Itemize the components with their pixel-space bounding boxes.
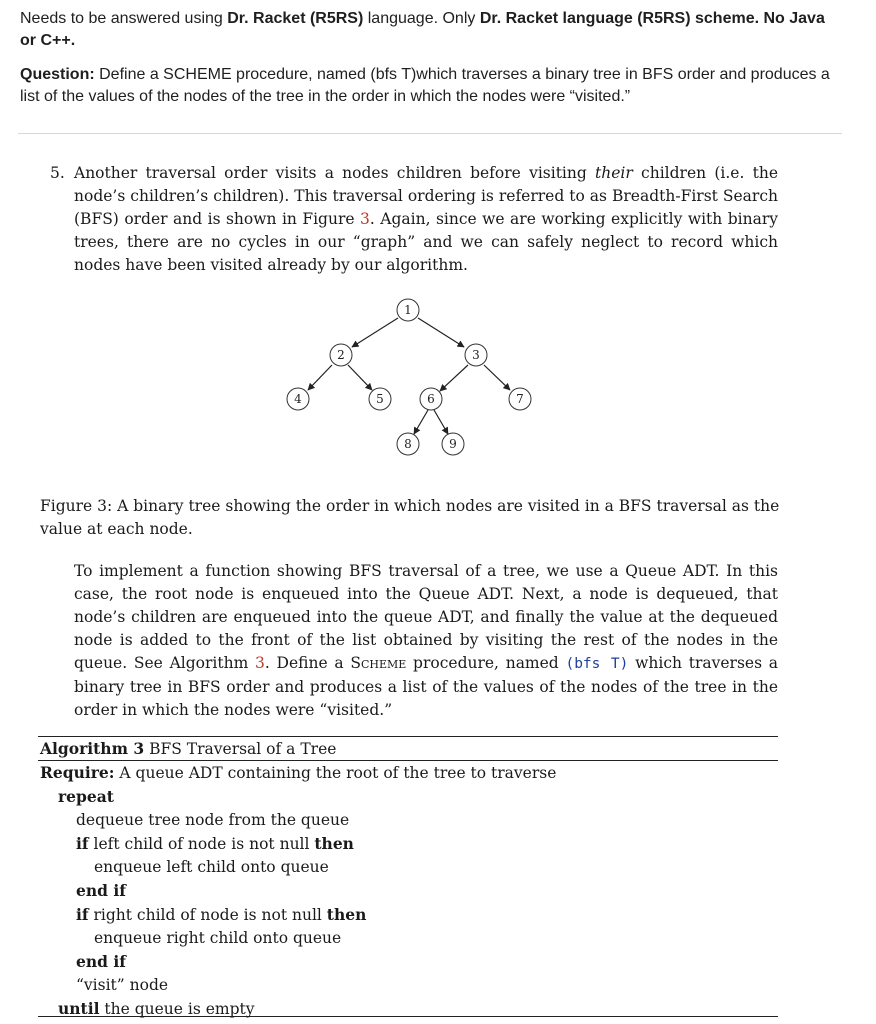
algorithm-line: if left child of node is not null then [76,834,354,853]
figure-reference[interactable]: 3 [360,210,370,228]
item-5-paragraph: 5. Another traversal order visits a nodes children before visiting their children (i.e. the node’s children’s children). This traversal ordering is referred to as Breadth-First Search (BFS) order and is shown in Figure 3. Again, since we are working explicitly with binary trees, there are no cycles in our “graph” and we can safely neglect to record which nodes have been visited already by our algorithm. [50,164,779,274]
separator [18,133,842,134]
tree-node-label: 5 [376,392,384,406]
algorithm-line: if right child of node is not null then [76,905,367,924]
edge-3-7 [484,365,510,390]
algorithm-title: Algorithm 3 BFS Traversal of a Tree [40,739,337,758]
tree-node-label: 6 [427,392,435,406]
item-number: 5. [50,164,65,182]
question-text: Question: Define a SCHEME procedure, named (bfs T)which traverses a binary tree in BFS order and produces a list of the values of the nodes of the tree in the order in which the nodes were “visited.” [20,66,830,105]
algorithm-line: enqueue right child onto queue [94,929,342,947]
algorithm-line: end if [76,952,126,971]
algorithm-line: enqueue left child onto queue [94,858,329,876]
edge-3-6 [440,365,468,391]
algorithm-line: “visit” node [76,976,169,994]
tree-node-label: 8 [404,437,412,451]
code-bfs: (bfs T) [565,656,629,672]
algorithm-block [40,737,780,1021]
tree-node-label: 9 [449,437,457,451]
tree-node-label: 4 [294,392,302,406]
binary-tree-figure [280,292,540,462]
tree-node-label: 1 [404,303,412,317]
algorithm-line: until the queue is empty [58,999,255,1018]
edge-2-5 [348,365,372,390]
edge-1-2 [352,318,398,347]
edge-2-4 [308,365,332,390]
algorithm-line: end if [76,881,126,900]
tree-node-label: 2 [337,348,345,362]
algorithm-require: Require: A queue ADT containing the root of the tree to traverse [40,763,557,782]
figure-caption: Figure 3: A binary tree showing the order in which nodes are visited in a BFS traversal as the value at each node. [40,497,780,538]
tree-node-label: 3 [472,348,480,362]
algorithm-line: dequeue tree node from the queue [76,811,350,829]
question-prompt [20,8,840,120]
edge-6-9 [434,410,448,434]
keyword-repeat: repeat [58,787,114,806]
tree-node-label: 7 [516,392,524,406]
edge-1-3 [418,318,464,347]
implementation-paragraph: To implement a function showing BFS traversal of a tree, we use a Queue ADT. In this case, the root node is enqueued into the Queue ADT. Next, a node is dequeued, that node’s children are enqueued into the queue ADT, and finally the value at the dequeued node is added to the front of the list obtained by visiting the rest of the nodes in the queue. See Algorithm 3. Define a Scheme procedure, named (bfs T) which traverses a binary tree in BFS order and produces a list of the values of the nodes of the tree in the order in which the nodes were “visited.” [74,562,779,719]
language-requirement: Needs to be answered using Dr. Racket (R5RS) language. Only Dr. Racket language (R5RS) scheme. No Java or C++. [20,10,825,49]
algorithm-reference[interactable]: 3 [255,654,265,672]
edge-6-8 [414,410,428,434]
